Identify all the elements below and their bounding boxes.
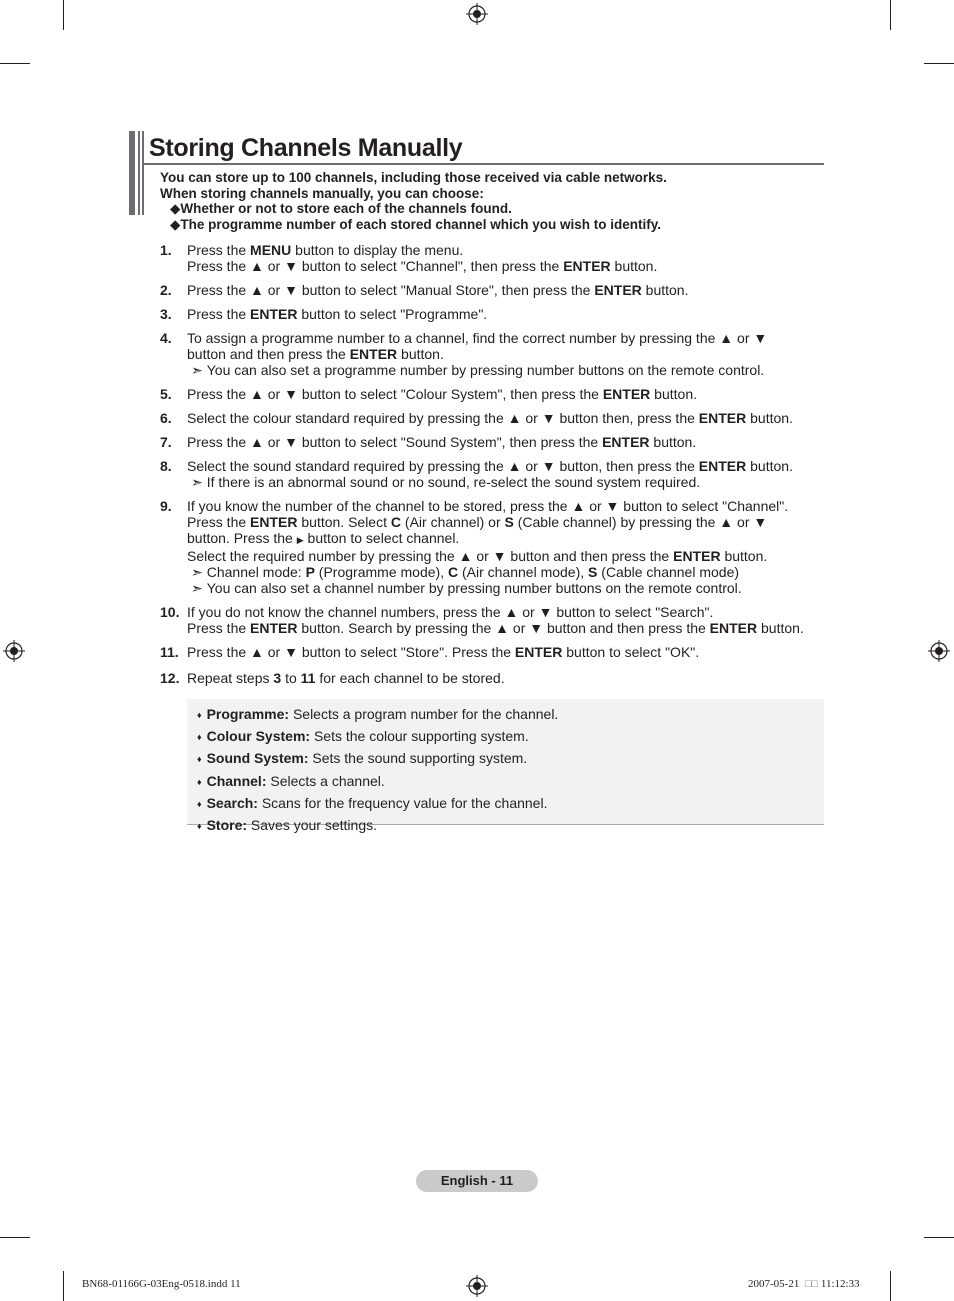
step-text: Press the ▲ or ▼ button to select "Colour System", then press the [187, 386, 603, 402]
step-5 [160, 386, 830, 402]
step-note [187, 564, 830, 580]
page-number: English - 11 [416, 1170, 538, 1192]
step-text: Press the ▲ or ▼ button to select "Sound System", then press the [187, 434, 603, 450]
step-9 [160, 498, 830, 596]
step-text: Press the ▲ or ▼ button to select "Manual Store", then press the [187, 282, 595, 298]
step-text-bold: 11 [300, 670, 316, 686]
slug-date: 2007-05-21 [748, 1278, 800, 1290]
step-text: Press the [187, 306, 251, 322]
step-text-bold: C [390, 514, 402, 530]
step-number: 1. [160, 242, 172, 258]
step-text-bold: ENTER [602, 386, 651, 402]
bullet-icon: ♦ [197, 754, 202, 765]
step-text: button. [650, 386, 697, 402]
note-text: (Programme mode), [314, 564, 448, 580]
step-3 [160, 306, 830, 322]
step-8 [160, 458, 830, 490]
step-text-bold: 3 [273, 670, 282, 686]
bullet-icon: ♦ [197, 732, 202, 743]
step-text-bold: ENTER [349, 346, 398, 362]
info-box [187, 699, 824, 834]
step-6 [160, 410, 830, 426]
step-text: Select the required number by pressing the ▲ or ▼ button and then press the [187, 548, 674, 564]
note-arrow-icon: ➣ [191, 564, 203, 580]
info-item [197, 771, 824, 793]
intro-line: You can store up to 100 channels, including those received via cable networks. [160, 170, 667, 185]
step-text: If you know the number of the channel to be stored, press the ▲ or ▼ button to select "Channel". [187, 498, 789, 514]
info-item [197, 726, 824, 748]
step-number: 12. [160, 670, 180, 686]
bullet-icon: ♦ [197, 821, 202, 832]
crop-mark [63, 1271, 64, 1301]
registration-mark-icon [928, 640, 950, 662]
step-text: button. [757, 620, 804, 636]
bullet-icon: ♦ [197, 776, 202, 787]
step-text: to [281, 670, 301, 686]
info-term: Search: [206, 794, 258, 811]
step-note [187, 362, 830, 378]
step-text: Press the [187, 620, 251, 636]
note-text-bold: S [588, 564, 598, 580]
bullet-icon: ♦ [197, 710, 202, 720]
step-text-bold: ENTER [514, 644, 563, 660]
step-4 [160, 330, 830, 378]
info-item [197, 748, 824, 770]
note-arrow-icon: ➣ [191, 580, 203, 596]
info-term: Store: [206, 817, 248, 834]
date-slug [748, 1278, 860, 1290]
crop-mark [0, 63, 30, 64]
step-number: 2. [160, 282, 172, 298]
step-number: 8. [160, 458, 172, 474]
step-text-bold: S [504, 514, 514, 530]
step-text: Press the [187, 514, 251, 530]
step-text-bold: ENTER [250, 306, 298, 322]
page-title: Storing Channels Manually [149, 134, 463, 162]
step-text: button. [649, 434, 697, 450]
step-note [187, 474, 830, 490]
info-item [197, 815, 824, 837]
registration-mark-icon [466, 3, 488, 25]
right-arrow-icon: ▶ [296, 535, 304, 545]
note-text: (Cable channel mode) [597, 564, 740, 580]
crop-mark [890, 1271, 891, 1301]
crop-mark [924, 63, 954, 64]
note-text: Channel mode: [206, 564, 306, 580]
registration-mark-icon [466, 1275, 488, 1297]
step-text: button. Press the [187, 530, 297, 546]
info-desc: Selects a channel. [266, 772, 385, 789]
step-text: button. [610, 258, 658, 274]
step-number: 11. [160, 644, 179, 660]
info-desc: Selects a program number for the channel. [289, 706, 559, 722]
step-text-bold: ENTER [594, 282, 642, 298]
info-term: Channel: [206, 772, 267, 789]
step-2 [160, 282, 830, 298]
step-text: button. [746, 458, 793, 474]
note-text: You can also set a channel number by pressing number buttons on the remote control. [206, 580, 742, 596]
info-term: Sound System: [206, 750, 309, 767]
step-text: button and then press the [187, 346, 350, 362]
info-item [197, 793, 824, 815]
step-text-bold: MENU [250, 242, 292, 258]
step-number: 3. [160, 306, 172, 322]
step-number: 9. [160, 498, 172, 514]
step-text: button. [720, 548, 768, 564]
step-text: (Cable channel) by pressing the ▲ or ▼ [513, 514, 768, 530]
step-text: (Air channel) or [401, 514, 505, 530]
step-7 [160, 434, 830, 450]
step-text: Press the ▲ or ▼ button to select "Channel", then press the [187, 258, 564, 274]
step-text: Select the colour standard required by pressing the ▲ or ▼ button then, press the [187, 410, 699, 426]
registration-mark-icon [3, 640, 25, 662]
note-text-bold: P [305, 564, 315, 580]
crop-mark [63, 0, 64, 30]
title-rule [144, 163, 824, 165]
step-text-bold: ENTER [709, 620, 758, 636]
note-text: You can also set a programme number by pressing number buttons on the remote control. [206, 362, 765, 378]
step-text-bold: ENTER [698, 410, 747, 426]
step-text: button to select "Programme". [297, 306, 488, 322]
step-text-bold: ENTER [698, 458, 747, 474]
step-text-bold: ENTER [250, 514, 298, 530]
steps-list [160, 242, 830, 694]
info-desc: Sets the sound supporting system. [308, 750, 528, 767]
step-number: 4. [160, 330, 172, 346]
step-number: 7. [160, 434, 172, 450]
step-note [187, 580, 830, 596]
note-text-bold: C [447, 564, 459, 580]
bullet-icon: ♦ [197, 798, 202, 809]
step-text: button. Select [297, 514, 391, 530]
step-12 [160, 670, 830, 686]
step-text-bold: ENTER [673, 548, 721, 564]
step-number: 5. [160, 386, 172, 402]
info-term: Colour System: [206, 728, 311, 745]
intro-text [160, 170, 820, 232]
step-text: for each channel to be stored. [315, 670, 505, 686]
step-number: 6. [160, 410, 172, 426]
info-desc: Sets the colour supporting system. [310, 728, 529, 745]
step-text: button. [641, 282, 689, 298]
step-text: button to display the menu. [291, 242, 464, 258]
step-1 [160, 242, 830, 274]
step-text: If you do not know the channel numbers, press the ▲ or ▼ button to select "Search". [187, 604, 714, 620]
note-arrow-icon: ➣ [191, 474, 203, 490]
step-text: To assign a programme number to a channel, find the correct number by pressing the ▲ or ▼ [187, 330, 768, 346]
step-text: Press the ▲ or ▼ button to select "Store". Press the [187, 644, 515, 660]
step-text: button to select "OK". [562, 644, 700, 660]
step-number: 10. [160, 604, 180, 620]
note-arrow-icon: ➣ [191, 362, 203, 378]
intro-bullet: ◆Whether or not to store each of the channels found. [170, 201, 512, 217]
step-text: button. [397, 346, 444, 362]
crop-mark [924, 1237, 954, 1238]
step-text: Select the sound standard required by pressing the ▲ or ▼ button, then press the [187, 458, 699, 474]
step-11 [160, 644, 830, 660]
note-text: (Air channel mode), [458, 564, 589, 580]
step-text-bold: ENTER [563, 258, 611, 274]
step-text: button. Search by pressing the ▲ or ▼ button and then press the [297, 620, 710, 636]
step-text: Press the [187, 242, 251, 258]
slug-boxes: □□ [804, 1278, 819, 1290]
intro-line: When storing channels manually, you can choose: [160, 185, 484, 201]
step-text-bold: ENTER [602, 434, 650, 450]
step-10 [160, 604, 830, 636]
step-text: Repeat steps [187, 670, 274, 686]
crop-mark [890, 0, 891, 30]
step-text: button. [746, 410, 793, 426]
step-text: button to select channel. [303, 530, 460, 546]
info-desc: Scans for the frequency value for the channel. [257, 794, 548, 811]
note-text: If there is an abnormal sound or no sound, re-select the sound system required. [206, 474, 701, 490]
file-slug: BN68-01166G-03Eng-0518.indd 11 [82, 1278, 241, 1290]
info-term: Programme: [206, 706, 290, 722]
step-text-bold: ENTER [250, 620, 298, 636]
slug-time: 11:12:33 [820, 1278, 860, 1290]
crop-mark [0, 1237, 30, 1238]
title-decoration [129, 131, 144, 215]
intro-bullet: ◆The programme number of each stored channel which you wish to identify. [170, 216, 661, 232]
info-item [197, 704, 824, 726]
info-desc: Saves your settings. [247, 817, 377, 834]
